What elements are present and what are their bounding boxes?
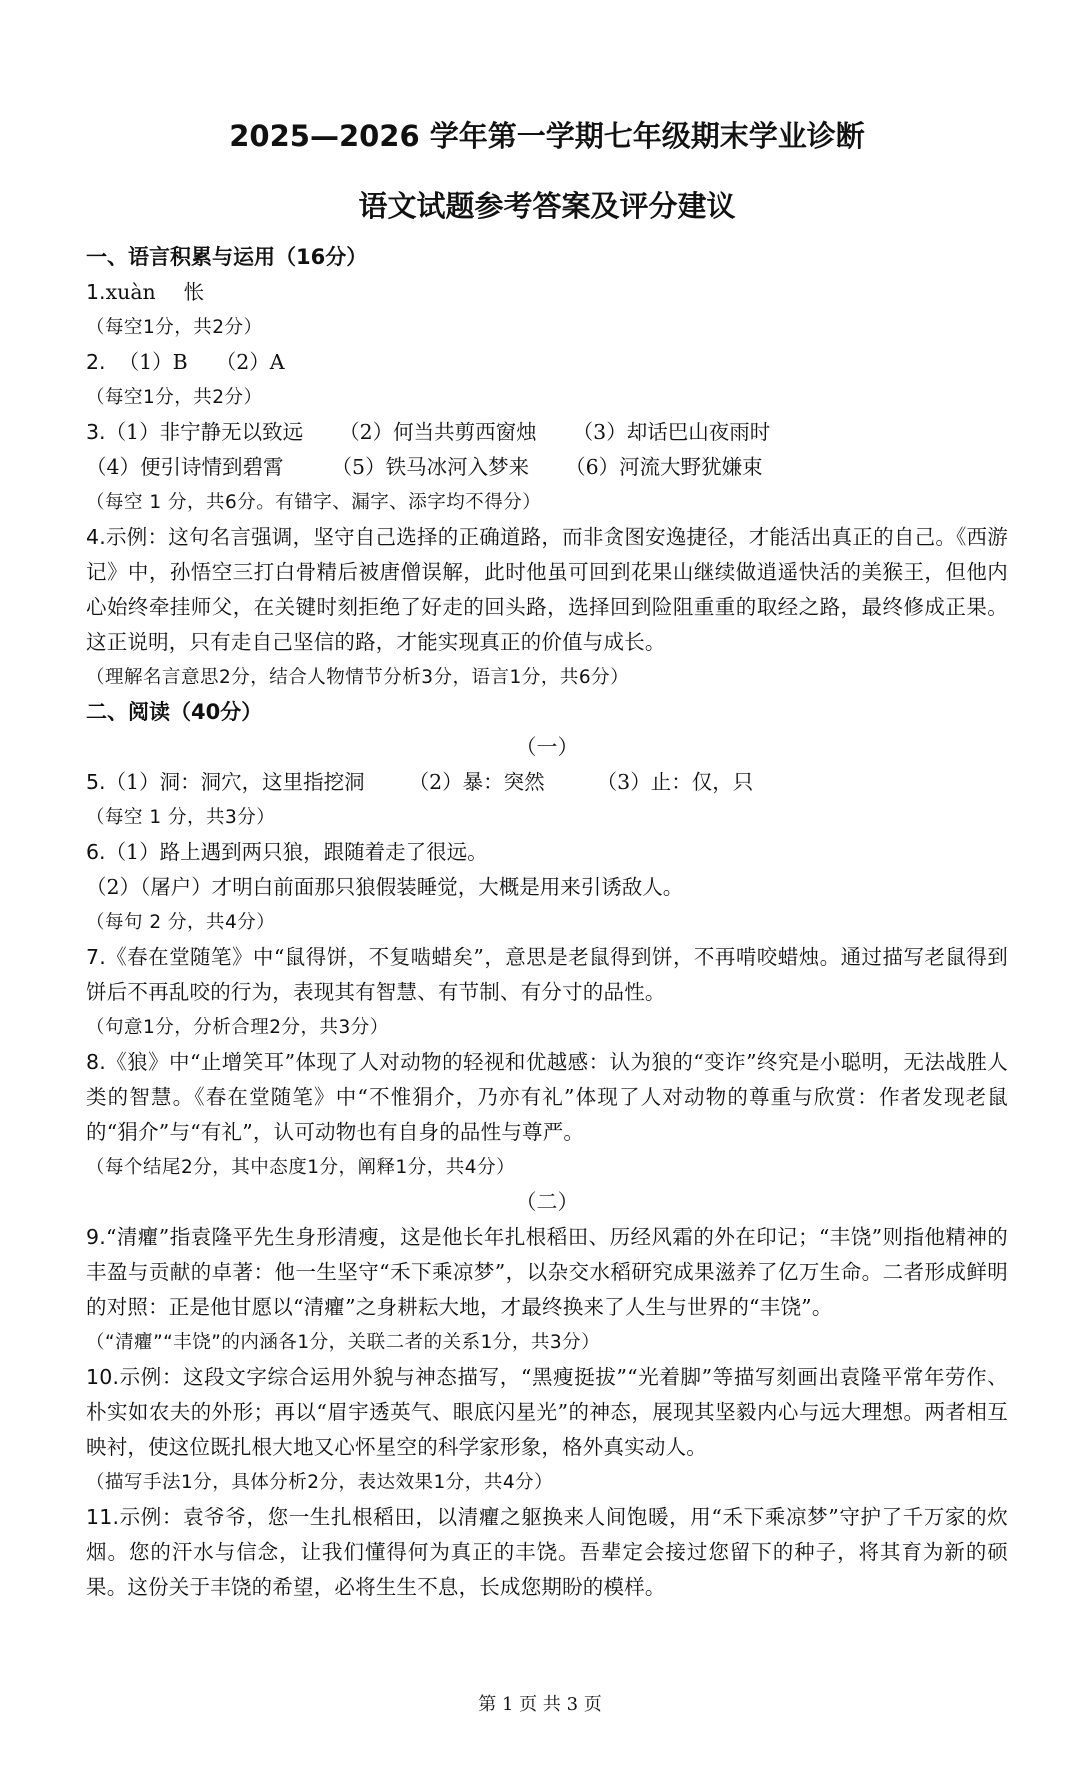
answer-q4-text: 示例：这句名言强调，坚守自己选择的正确道路，而非贪图安逸捷径，才能活出真正的自己。《西游记》中，孙悟空三打白骨精后被唐僧误解，此时他虽可回到花果山继续做逍遥快活的美猴王，但他内心始终牵挂师父，在关键时刻拒绝了好走的回头路，选择回到险阻重重的取经之路，最终修成正果。这正说明，只有走自己坚信的路，才能实现真正的价值与成长。 (86, 525, 1008, 654)
answer-q8 (86, 1045, 1008, 1150)
document-title: 2025—2026 学年第一学期七年级期末学业诊断 (229, 119, 865, 153)
answer-q3-item4: （4）便引诗情到碧霄 (86, 455, 284, 479)
answer-q3-item6: （6）河流大野犹嫌束 (565, 455, 763, 479)
subsection-heading-2: （二） (515, 1190, 579, 1214)
score-note-q3: （每空 1 分，共6分。有错字、漏字、添字均不得分） (86, 492, 542, 513)
question-number: 6. (86, 840, 106, 864)
question-number: 3. (86, 420, 106, 444)
question-number: 4. (86, 525, 106, 549)
score-note-q7: （句意1分，分析合理2分，共3分） (86, 1017, 389, 1038)
answer-q11-text: 示例：袁爷爷，您一生扎根稻田，以清癯之躯换来人间饱暖，用“禾下乘凉梦”守护了千万家的炊烟。您的汗水与信念，让我们懂得何为真正的丰饶。吾辈定会接过您留下的种子，将其育为新的硕果。这份关于丰饶的希望，必将生生不息，长成您期盼的模样。 (86, 1505, 1008, 1599)
score-note-q1: （每空1分，共2分） (86, 317, 263, 338)
answer-q3-row1 (86, 415, 1008, 450)
answer-q1-char: 怅 (183, 280, 205, 304)
score-note-q10: （描写手法1分，具体分析2分，表达效果1分，共4分） (86, 1472, 554, 1493)
answer-q5-item1: （1）洞：洞穴，这里指挖洞 (105, 770, 365, 794)
score-note-q9: （“清癯”“丰饶”的内涵各1分，关联二者的关系1分，共3分） (86, 1332, 601, 1353)
score-note-q6: （每句 2 分，共4分） (86, 912, 276, 933)
answer-q3-row2 (86, 450, 1008, 485)
answer-q8-text: 《狼》中“止增笑耳”体现了人对动物的轻视和优越感：认为狼的“变诈”终究是小聪明，无法战胜人类的智慧。《春在堂随笔》中“不惟狷介，乃亦有礼”体现了人对动物的尊重与欣赏：作者发现老鼠的“狷介”与“有礼”，认可动物也有自身的品性与尊严。 (86, 1050, 1008, 1144)
answer-q5-item2: （2）暴：突然 (408, 770, 545, 794)
question-number: 9. (86, 1225, 106, 1249)
answer-q11 (86, 1500, 1008, 1605)
score-note-q8: （每个结尾2分，其中态度1分，阐释1分，共4分） (86, 1157, 516, 1178)
answer-q3-item1: （1）非宁静无以致远 (105, 420, 304, 444)
answer-q5-item3: （3）止：仅，只 (596, 770, 754, 794)
score-note-q5: （每空 1 分，共3分） (86, 807, 276, 828)
answer-q10 (86, 1360, 1008, 1465)
subsection-heading-1: （一） (515, 735, 579, 759)
score-note-q4: （理解名言意思2分，结合人物情节分析3分，语言1分，共6分） (86, 667, 630, 688)
page-number-footer: 第 1 页 共 3 页 (478, 1694, 602, 1715)
question-number: 7. (86, 945, 106, 969)
section-heading-part1: 一、语言积累与运用（16分） (86, 245, 368, 269)
answer-q2-item1: （1）B (118, 350, 188, 374)
question-number: 5. (86, 770, 106, 794)
answer-q7-text: 《春在堂随笔》中“鼠得饼，不复啮蜡矣”，意思是老鼠得到饼，不再啃咬蜡烛。通过描写老鼠得到饼后不再乱咬的行为，表现其有智慧、有节制、有分寸的品性。 (86, 945, 1008, 1004)
answer-q10-text: 示例：这段文字综合运用外貌与神态描写，“黑瘦挺拔”“光着脚”等描写刻画出袁隆平常年劳作、朴实如农夫的外形；再以“眉宇透英气、眼底闪星光”的神态，展现其坚毅内心与远大理想。两者相互映衬，使这位既扎根大地又心怀星空的科学家形象，格外真实动人。 (86, 1365, 1008, 1459)
question-number: 10. (86, 1365, 120, 1389)
answer-q7 (86, 940, 1008, 1010)
answer-q2-item2: （2）A (215, 350, 285, 374)
answer-q3-item2: （2）何当共剪西窗烛 (339, 420, 537, 444)
answer-q3-item5: （5）铁马冰河入梦来 (331, 455, 530, 479)
answer-q1 (86, 275, 1008, 310)
question-number: 8. (86, 1050, 106, 1074)
answer-q4 (86, 520, 1008, 660)
answer-q9-text: “清癯”指袁隆平先生身形清瘦，这是他长年扎根稻田、历经风霜的外在印记；“丰饶”则指他精神的丰盈与贡献的卓著：他一生坚守“禾下乘凉梦”，以杂交水稻研究成果滋养了亿万生命。二者形成鲜明的对照：正是他甘愿以“清癯”之身耕耘大地，才最终换来了人生与世界的“丰饶”。 (86, 1225, 1008, 1319)
section-heading-part2: 二、阅读（40分） (86, 700, 263, 724)
question-number: 11. (86, 1505, 120, 1529)
question-number: 2. (86, 350, 106, 374)
answer-q2 (86, 345, 1008, 380)
answer-q9 (86, 1220, 1008, 1325)
score-note-q2: （每空1分，共2分） (86, 387, 263, 408)
document-subtitle: 语文试题参考答案及评分建议 (358, 189, 736, 223)
answer-q3-item3: （3）却话巴山夜雨时 (572, 420, 771, 444)
answer-q6-item1: （1）路上遇到两只狼，跟随着走了很远。 (105, 840, 488, 864)
answer-q6-line1 (86, 835, 1008, 870)
answer-q5 (86, 765, 1008, 800)
answer-q1-pinyin: xuàn (105, 280, 156, 304)
answer-q6-line2: （2）（屠户）才明白前面那只狼假装睡觉，大概是用来引诱敌人。 (86, 875, 684, 899)
question-number: 1. (86, 280, 106, 304)
